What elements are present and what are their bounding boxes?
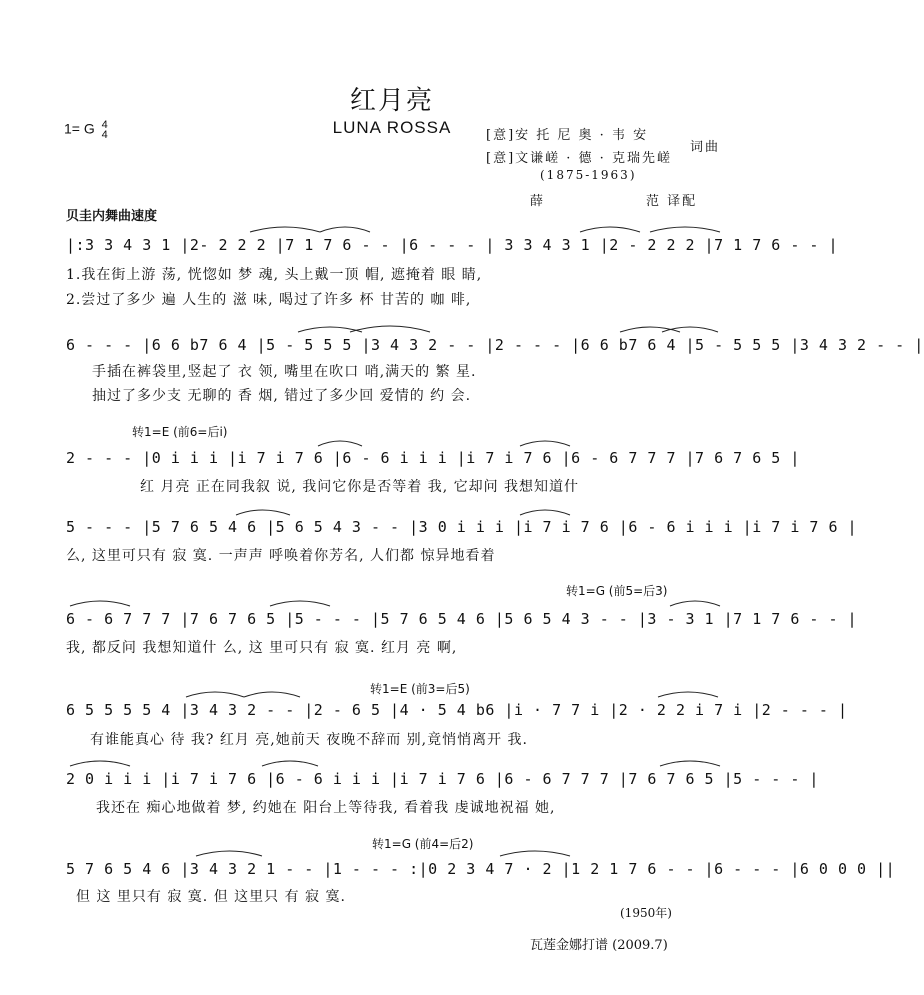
credit-years: (1875-1963) (540, 168, 637, 182)
lyric-line: 红 月亮 正在同我叙 说, 我问它你是否等着 我, 它却问 我想知道什 (140, 479, 580, 495)
slur-arc (70, 601, 130, 606)
modulation-3: 转1=E (前3=后5) (370, 682, 470, 696)
tempo-marking: 贝圭内舞曲速度 (66, 209, 158, 224)
credit-translator-a: 薛 (530, 194, 546, 209)
lyric-line: 2.尝过了多少 遍 人生的 滋 味, 喝过了许多 杯 甘苦的 咖 啡, (66, 292, 472, 308)
slur-arc (70, 761, 130, 766)
slur-arc (250, 227, 320, 232)
lyric-line: 但 这 里只有 寂 寞. 但 这里只 有 寂 寞. (76, 889, 346, 905)
slur-arc (244, 692, 300, 697)
slur-arc (650, 227, 720, 232)
slur-arc (262, 761, 318, 766)
staff-notes: 5 7 6 5 4 6 |3 4 3 2 1 - - |1 - - - :|0 2 3 4 7 · 2 |1 2 1 7 6 - - |6 - - - |6 0 0 0 || (66, 860, 896, 878)
slur-arc (236, 510, 290, 515)
slur-arc (186, 692, 244, 697)
slur-arc (580, 227, 640, 232)
staff-notes: 2 - - - |0 i i i |i 7 i 7 6 |6 - 6 i i i |i 7 i 7 6 |6 - 6 7 7 7 |7 6 7 6 5 | (66, 449, 800, 467)
modulation-2: 转1=G (前5=后3) (566, 584, 668, 598)
credit-role: 词曲 (690, 140, 721, 155)
slur-arc (196, 851, 262, 856)
slur-arc (662, 327, 718, 332)
slur-arc (520, 441, 570, 446)
staff-notes: |:3 3 4 3 1 |2- 2 2 2 |7 1 7 6 - - |6 - - - | 3 3 4 3 1 |2 - 2 2 2 |7 1 7 6 - - | (66, 236, 838, 254)
lyric-line: 有谁能真心 待 我? 红月 亮,她前天 夜晚不辞而 别,竟悄悄离开 我. (90, 732, 529, 748)
staff-notes: 5 - - - |5 7 6 5 4 6 |5 6 5 4 3 - - |3 0 i i i |i 7 i 7 6 |6 - 6 i i i |i 7 i 7 6 | (66, 518, 858, 536)
credit-composer: [意]安 托 尼 奥 · 韦 安 (486, 128, 649, 143)
slur-arc (270, 601, 330, 606)
lyric-line: 我, 都反问 我想知道什 么, 这 里可只有 寂 寞. 红月 亮 啊, (66, 640, 458, 656)
credit-lyricist: [意]文谦嵯 · 德 · 克瑞先嵯 (486, 151, 672, 166)
slur-arc (318, 441, 362, 446)
time-top: 4 (101, 119, 108, 131)
time-bottom: 4 (101, 129, 108, 141)
song-title: 红月亮 (349, 86, 434, 116)
staff-notes: 6 5 5 5 5 4 |3 4 3 2 - - |2 - 6 5 |4 · 5 4 b6 |i · 7 7 i |2 · 2 2 i 7 i |2 - - - | (66, 701, 848, 719)
key-label: 1= G (64, 120, 95, 137)
slur-arc (350, 326, 430, 332)
slur-arc (520, 510, 570, 515)
lyric-line: 抽过了多少支 无聊的 香 烟, 错过了多少回 爱情的 约 会. (92, 388, 472, 404)
staff-notes: 2 0 i i i |i 7 i 7 6 |6 - 6 i i i |i 7 i 7 6 |6 - 6 7 7 7 |7 6 7 6 5 |5 - - - | (66, 770, 819, 788)
lyric-line: 么, 这里可只有 寂 寞. 一声声 呼唤着你芳名, 人们都 惊异地看着 (66, 548, 496, 564)
slur-arc (670, 601, 720, 606)
lyric-line: 1.我在街上游 荡, 恍惚如 梦 魂, 头上戴一顶 帽, 遮掩着 眼 睛, (66, 267, 483, 283)
transcriber-note: 瓦莲金娜打谱 (2009.7) (530, 938, 668, 953)
credit-translator-b: 范 译配 (646, 194, 698, 209)
lyric-line: 我还在 痴心地做着 梦, 约她在 阳台上等待我, 看着我 虔诚地祝福 她, (96, 800, 556, 816)
slur-arc (320, 227, 370, 232)
song-subtitle: LUNA ROSSA (332, 118, 452, 137)
year-note: (1950年) (620, 906, 672, 920)
slur-arc (500, 851, 570, 856)
modulation-1: 转1=E (前6=后i) (132, 425, 228, 439)
staff-notes: 6 - - - |6 6 b7 6 4 |5 - 5 5 5 |3 4 3 2 - - |2 - - - |6 6 b7 6 4 |5 - 5 5 5 |3 4 3 2 - - | (66, 336, 924, 354)
slur-arc (658, 692, 718, 697)
modulation-4: 转1=G (前4=后2) (372, 837, 474, 851)
lyric-line: 手插在裤袋里,竖起了 衣 领, 嘴里在吹口 哨,满天的 繁 星. (92, 364, 477, 380)
staff-notes: 6 - 6 7 7 7 |7 6 7 6 5 |5 - - - |5 7 6 5 4 6 |5 6 5 4 3 - - |3 - 3 1 |7 1 7 6 - - | (66, 610, 858, 628)
slur-arc (660, 761, 720, 766)
